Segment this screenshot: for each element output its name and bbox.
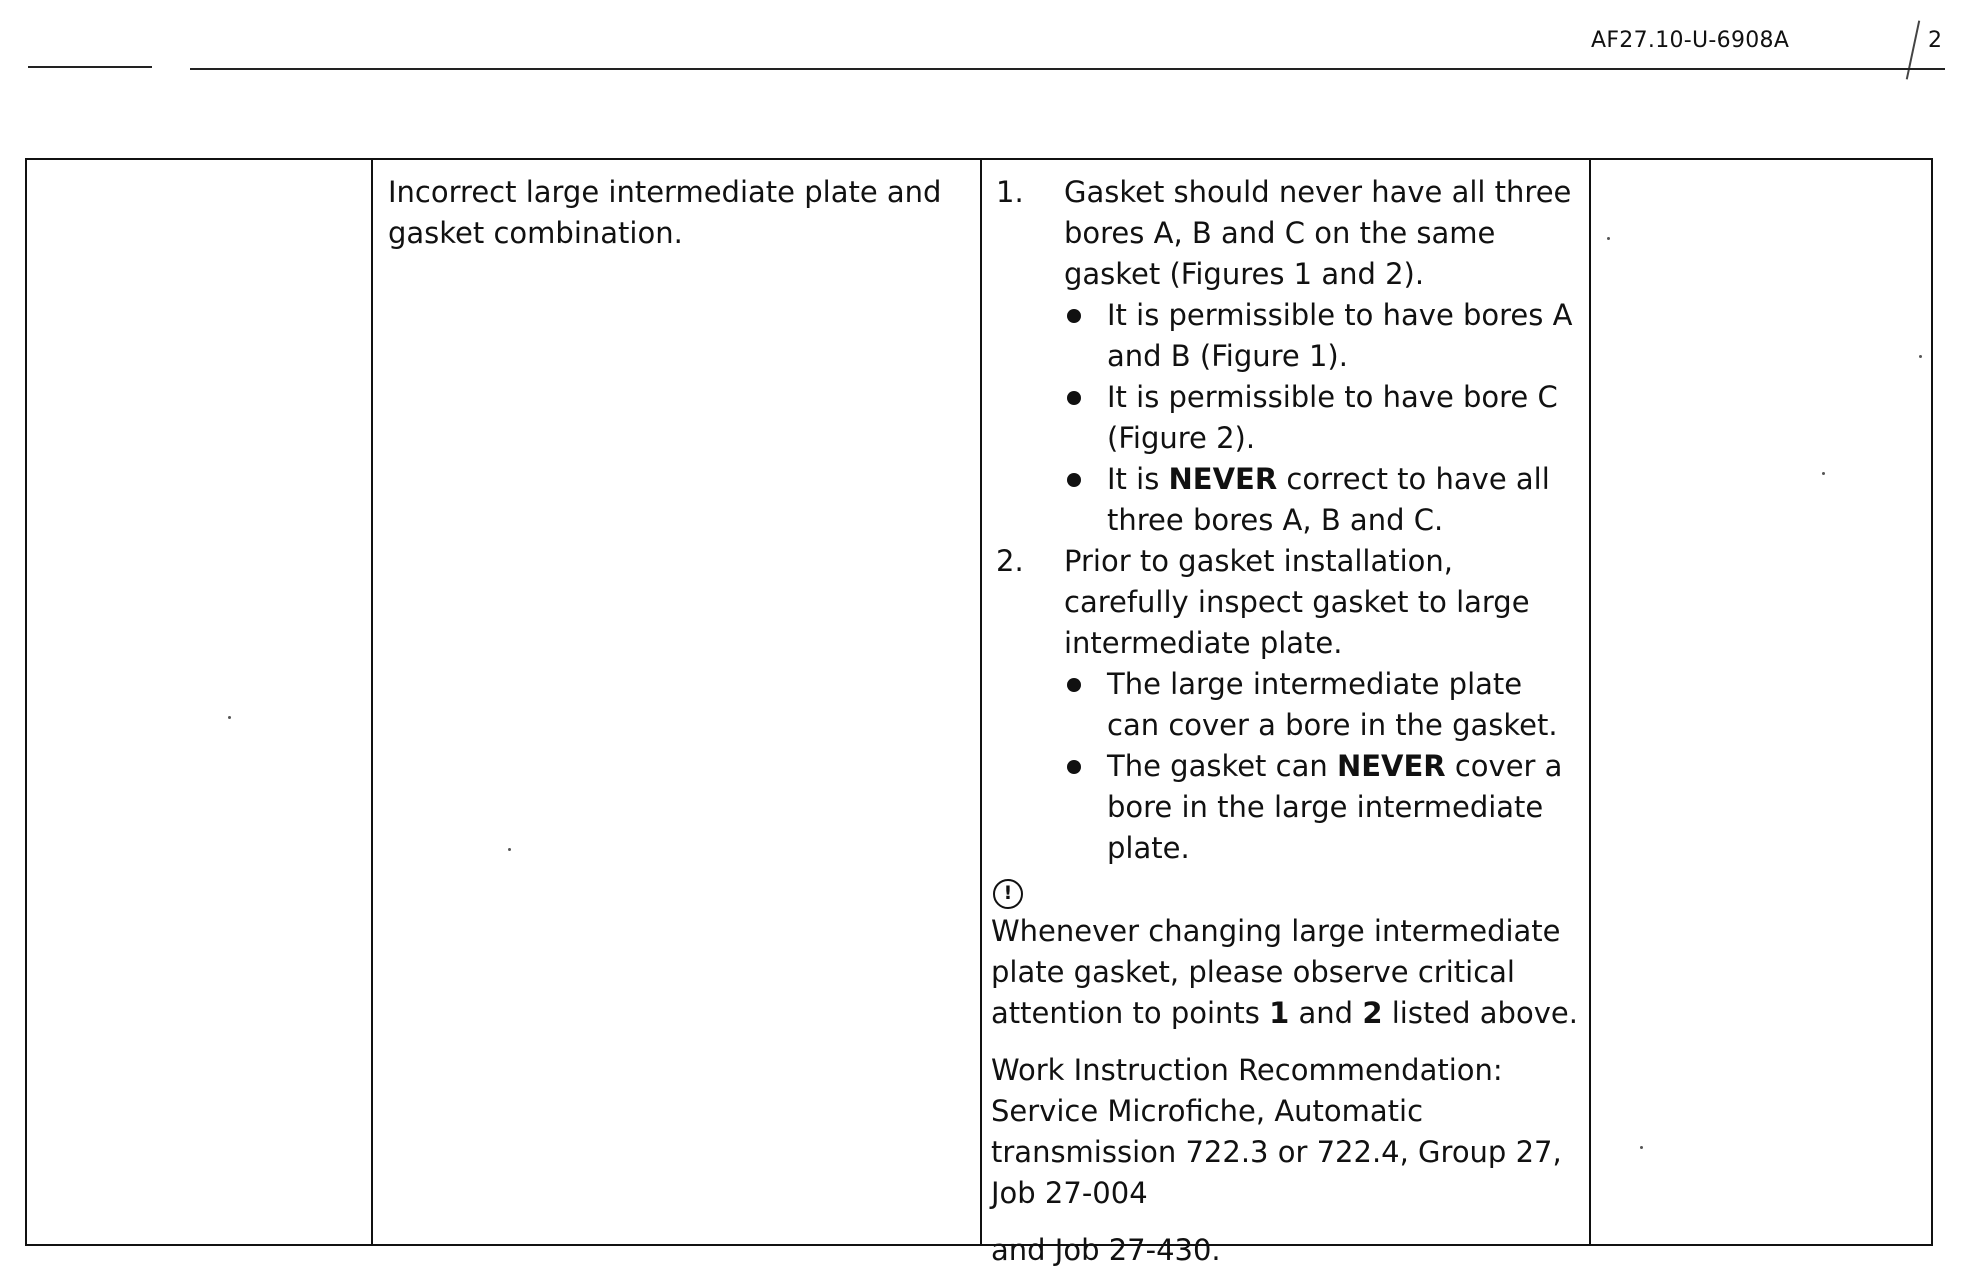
step-1-text: Gasket should never have all three bores A, B and C on the same gasket (Figures 1 and 2). (1064, 175, 1572, 291)
never-emphasis: NEVER (1336, 749, 1446, 783)
document-reference: AF27.10-U-6908A (1591, 28, 1790, 53)
step-2-bullets (1064, 664, 1581, 869)
never-emphasis: NEVER (1168, 462, 1278, 496)
step-2-bullet-2 (1107, 746, 1581, 869)
caution-icon: ! (993, 879, 1023, 909)
gasket-note (991, 911, 1581, 1034)
cause-cell: Incorrect large intermediate plate and gasket combination. (388, 175, 942, 250)
work-instruction-reference: Service Microfiche, Automatic transmission 722.3 or 722.4, Group 27, Job 27-004 (991, 1093, 1562, 1210)
bullet-3-text-end: correct to have all three bores A, B and C. (1107, 462, 1550, 537)
step-1-bullets (1064, 295, 1581, 541)
column-divider-3 (1589, 158, 1591, 1246)
scan-speck (1822, 472, 1825, 475)
note-text-mid: and (1289, 995, 1363, 1030)
column-divider-2 (980, 158, 982, 1246)
header-slash-mark (1906, 20, 1920, 79)
bullet-2-text-end: cover a bore in the large intermediate plate. (1107, 749, 1563, 865)
step-2-text: Prior to gasket installation, carefully inspect gasket to large intermediate plate. (1064, 544, 1530, 660)
remedy-step-2 (991, 541, 1581, 869)
scan-speck (508, 848, 511, 851)
scan-speck (1640, 1146, 1643, 1149)
troubleshooting-table (25, 158, 1933, 1246)
note-text-start: Whenever changing large intermediate plate gasket, please observe critical attention to points (991, 913, 1561, 1030)
column-divider-1 (371, 158, 373, 1246)
header-rule-left (28, 66, 152, 68)
step-1-bullet-1: It is permissible to have bores A and B (Figure 1). (1107, 295, 1581, 377)
note-point-2: 2 (1362, 995, 1383, 1030)
remedy-cell (991, 172, 1581, 1271)
note-text-end: listed above. (1382, 995, 1578, 1030)
scan-speck (1607, 237, 1610, 240)
scan-speck (228, 716, 231, 719)
note-point-1: 1 (1269, 995, 1290, 1030)
bullet-2-text-start: The gasket can (1107, 749, 1337, 783)
work-instruction-label: Work Instruction Recommendation: (991, 1052, 1503, 1087)
scan-speck (1919, 355, 1922, 358)
page-number: 2 (1928, 28, 1942, 53)
header-rule (190, 68, 1945, 70)
step-1-bullet-2: It is permissible to have bore C (Figure 2). (1107, 377, 1581, 459)
step-2-number: 2. (996, 544, 1024, 578)
step-1-number: 1. (996, 175, 1024, 209)
work-instruction-job: and Job 27-430. (991, 1232, 1221, 1267)
bullet-3-text-start: It is (1107, 462, 1169, 496)
remedy-step-1 (991, 172, 1581, 541)
step-1-bullet-3 (1107, 459, 1581, 541)
step-2-bullet-1: The large intermediate plate can cover a bore in the gasket. (1107, 664, 1581, 746)
